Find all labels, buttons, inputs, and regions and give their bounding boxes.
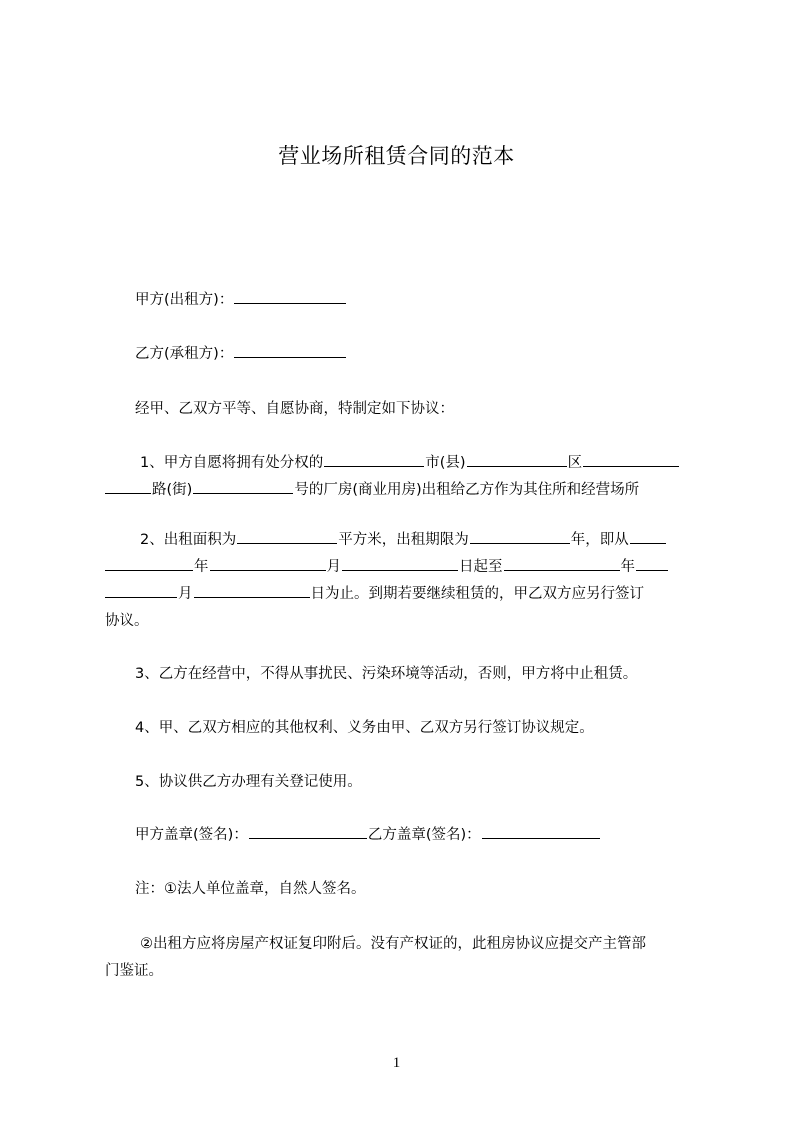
note-1 [105,878,705,900]
clause-1-line-1 [105,452,705,474]
clause-3 [105,663,705,685]
clause-4-text: 4、甲、乙双方相应的其他权利、义务由甲、乙双方另行签订协议规定。 [135,720,594,736]
clause-2-year-label: 年 [194,559,209,575]
party-a-label: 甲方(出租方)： [135,292,234,308]
party-a-blank[interactable] [234,290,346,304]
clause-2-blank-end-month-cont[interactable] [105,584,177,598]
clause-2-term-label: 年，即从 [570,532,629,548]
clause-1-blank-number[interactable] [193,480,293,494]
clause-1-district-label: 区 [567,455,583,471]
clause-2-blank-end-day[interactable] [194,584,310,598]
clause-2-month-label: 月 [326,559,341,575]
clause-4 [105,717,705,739]
clause-2-blank-end-year[interactable] [504,557,620,571]
seal-b-blank[interactable] [482,825,600,839]
clause-5-text: 5、协议供乙方办理有关登记使用。 [135,774,362,790]
note-2-text: ②出租方应将房屋产权证复印附后。没有产权证的，此租房协议应提交产主管部 [140,936,646,952]
clause-2-end-text: 协议。 [105,613,149,629]
seal-line [105,824,705,846]
party-a-line [105,289,705,311]
clause-2-area-label: 平方米，出租期限为 [338,532,469,548]
party-b-label: 乙方(承租方)： [135,346,234,362]
note-2-text-cont: 门鉴证。 [105,963,163,979]
clause-2-end-year-label: 年 [620,559,635,575]
clause-2-line-2 [105,556,705,578]
clause-2-end-month-label: 月 [178,586,193,602]
document-title: 营业场所租赁合同的范本 [278,144,515,168]
clause-1-blank-road[interactable] [583,453,679,467]
clause-2-blank-start-year[interactable] [630,530,666,544]
seal-b-label: 乙方盖章(签名)： [367,827,481,843]
clause-2-until-label: 日起至 [459,559,503,575]
clause-1-city-label: 市(县) [425,455,466,471]
clause-1-blank-road-cont[interactable] [105,480,151,494]
note-1-text: 注：①法人单位盖章，自然人签名。 [135,881,366,897]
seal-a-label: 甲方盖章(签名)： [135,827,248,843]
note-2-line-2 [105,960,705,982]
clause-3-text: 3、乙方在经营中，不得从事扰民、污染环境等活动，否则，甲方将中止租赁。 [135,666,638,682]
clause-2-line-3 [105,583,705,605]
intro-label: 经甲、乙双方平等、自愿协商，特制定如下协议： [135,401,454,417]
clause-2-blank-start-year-cont[interactable] [105,557,193,571]
clause-2-line-4 [105,610,705,632]
clause-1-line-2 [105,479,705,501]
clause-1-blank-district[interactable] [467,453,567,467]
clause-2-blank-end-month[interactable] [636,557,668,571]
clause-1-text: 1、甲方自愿将拥有处分权的 [140,455,324,471]
clause-2-blank-term[interactable] [470,530,570,544]
party-b-line [105,343,705,365]
page-number: 1 [392,1055,401,1071]
clause-2-line-1 [105,529,705,551]
clause-2-blank-start-month[interactable] [210,557,326,571]
seal-a-blank[interactable] [249,825,367,839]
party-b-blank[interactable] [234,344,346,358]
clause-1-purpose-text: 号的厂房(商业用房)出租给乙方作为其住所和经营场所 [294,482,640,498]
clause-2-blank-area[interactable] [237,530,337,544]
clause-2-text: 2、出租面积为 [140,532,237,548]
clause-2-blank-start-day[interactable] [342,557,458,571]
clause-2-renewal-text: 日为止。到期若要继续租赁的，甲乙双方应另行签订 [310,586,644,602]
clause-1-blank-city[interactable] [324,453,424,467]
clause-5 [105,771,705,793]
clause-1-road-label: 路(街) [152,482,193,498]
intro-text [105,398,705,420]
note-2-line-1 [105,933,705,955]
